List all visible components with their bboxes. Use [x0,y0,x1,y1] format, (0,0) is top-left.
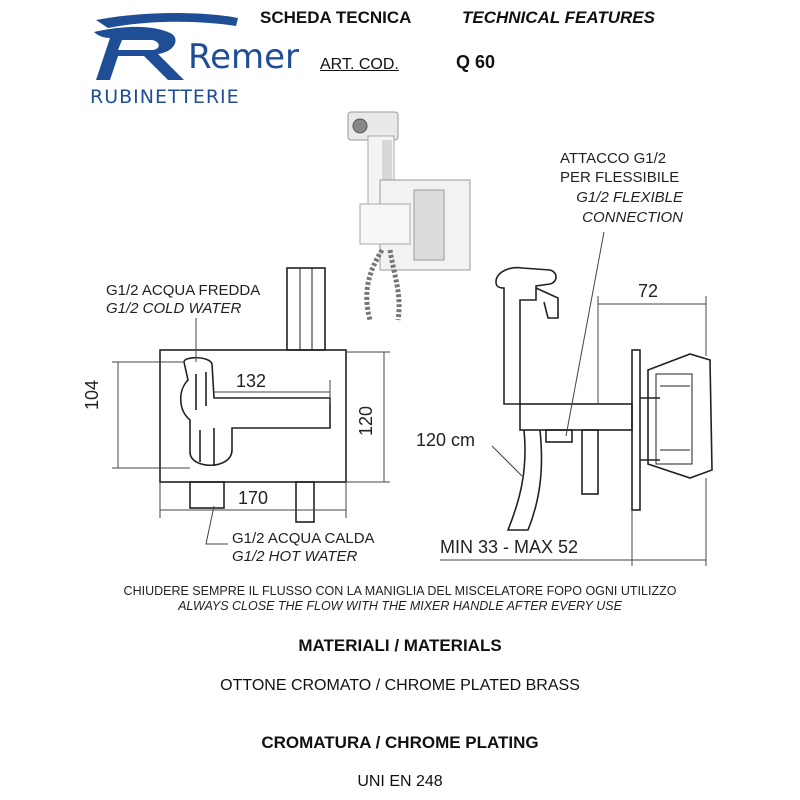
cold-water-label-en: G1/2 COLD WATER [106,300,242,317]
dimension-132: 132 [236,371,267,391]
connection-label-en-2: CONNECTION [582,209,683,226]
connection-label-it-2: PER FLESSIBILE [560,169,680,186]
warning-note-en: ALWAYS CLOSE THE FLOW WITH THE MIXER HANDLE AFTER EVERY USE [178,599,622,613]
hot-water-label-en: G1/2 HOT WATER [232,548,358,565]
logo-subtitle: RUBINETTERIE [90,86,240,108]
art-cod-value: Q 60 [456,52,496,72]
dimension-72: 72 [638,281,659,301]
materials-value: OTTONE CROMATO / CHROME PLATED BRASS [220,677,580,694]
plating-title: CROMATURA / CHROME PLATING [261,733,539,752]
hot-water-label-it: G1/2 ACQUA CALDA [232,530,375,547]
title-english: TECHNICAL FEATURES [462,8,655,27]
cold-water-label-it: G1/2 ACQUA FREDDA [106,282,261,299]
hose-length-label: 120 cm [416,430,476,450]
dimension-104: 104 [82,379,102,410]
art-cod-label: ART. COD. [320,56,399,73]
dimension-120: 120 [356,405,376,436]
warning-note-it: CHIUDERE SEMPRE IL FLUSSO CON LA MANIGLIA DEL MISCELATORE FOPO OGNI UTILIZZO [123,584,677,598]
dimension-min-max: MIN 33 - MAX 52 [440,537,579,557]
title-italian: SCHEDA TECNICA [260,8,412,27]
dimension-170: 170 [238,488,269,508]
materials-title: MATERIALI / MATERIALS [298,636,502,655]
connection-label-en-1: G1/2 FLEXIBLE [576,189,683,206]
plating-value: UNI EN 248 [357,773,443,790]
logo-brand-text: Remer [188,37,300,77]
connection-label-it-1: ATTACCO G1/2 [560,150,667,167]
